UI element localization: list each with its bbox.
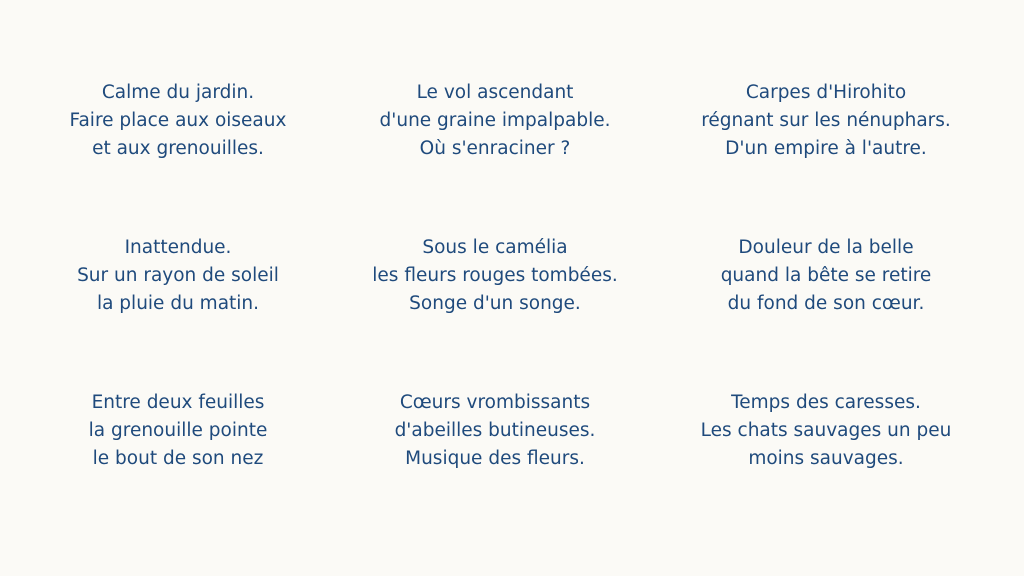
haiku-1	[18, 79, 338, 163]
haiku-6	[666, 234, 986, 318]
haiku-line: les fleurs rouges tombées.	[372, 265, 618, 286]
haiku-line: la pluie du matin.	[96, 293, 260, 314]
haiku-line: d'une graine impalpable.	[379, 110, 611, 131]
haiku-line: Sous le camélia	[422, 237, 568, 258]
haiku-line: et aux grenouilles.	[92, 138, 264, 159]
haiku-line: D'un empire à l'autre.	[725, 138, 927, 159]
haiku-line: Sur un rayon de soleil	[77, 265, 279, 286]
haiku-7	[18, 389, 338, 473]
haiku-line: Songe d'un songe.	[409, 293, 581, 314]
haiku-line: Carpes d'Hirohito	[745, 82, 907, 103]
haiku-2	[335, 79, 655, 163]
haiku-line: régnant sur les nénuphars.	[701, 110, 951, 131]
haiku-4	[18, 234, 338, 318]
haiku-8	[335, 389, 655, 473]
haiku-line: Le vol ascendant	[416, 82, 574, 103]
haiku-line: Les chats sauvages un peu	[700, 420, 952, 441]
haiku-9	[666, 389, 986, 473]
haiku-line: la grenouille pointe	[88, 420, 268, 441]
haiku-line: Temps des caresses.	[731, 392, 921, 413]
haiku-line: Faire place aux oiseaux	[69, 110, 287, 131]
haiku-3	[666, 79, 986, 163]
haiku-line: Inattendue.	[124, 237, 232, 258]
haiku-line: Musique des fleurs.	[405, 448, 585, 469]
haiku-line: quand la bête se retire	[720, 265, 932, 286]
haiku-line: Calme du jardin.	[101, 82, 255, 103]
haiku-line: du fond de son cœur.	[727, 293, 925, 314]
haiku-line: d'abeilles butineuses.	[394, 420, 596, 441]
haiku-line: le bout de son nez	[92, 448, 264, 469]
haiku-line: Entre deux feuilles	[91, 392, 265, 413]
haiku-5	[335, 234, 655, 318]
haiku-line: Où s'enraciner ?	[419, 138, 571, 159]
haiku-line: Cœurs vrombissants	[399, 392, 591, 413]
haiku-line: Douleur de la belle	[738, 237, 914, 258]
haiku-line: moins sauvages.	[748, 448, 904, 469]
